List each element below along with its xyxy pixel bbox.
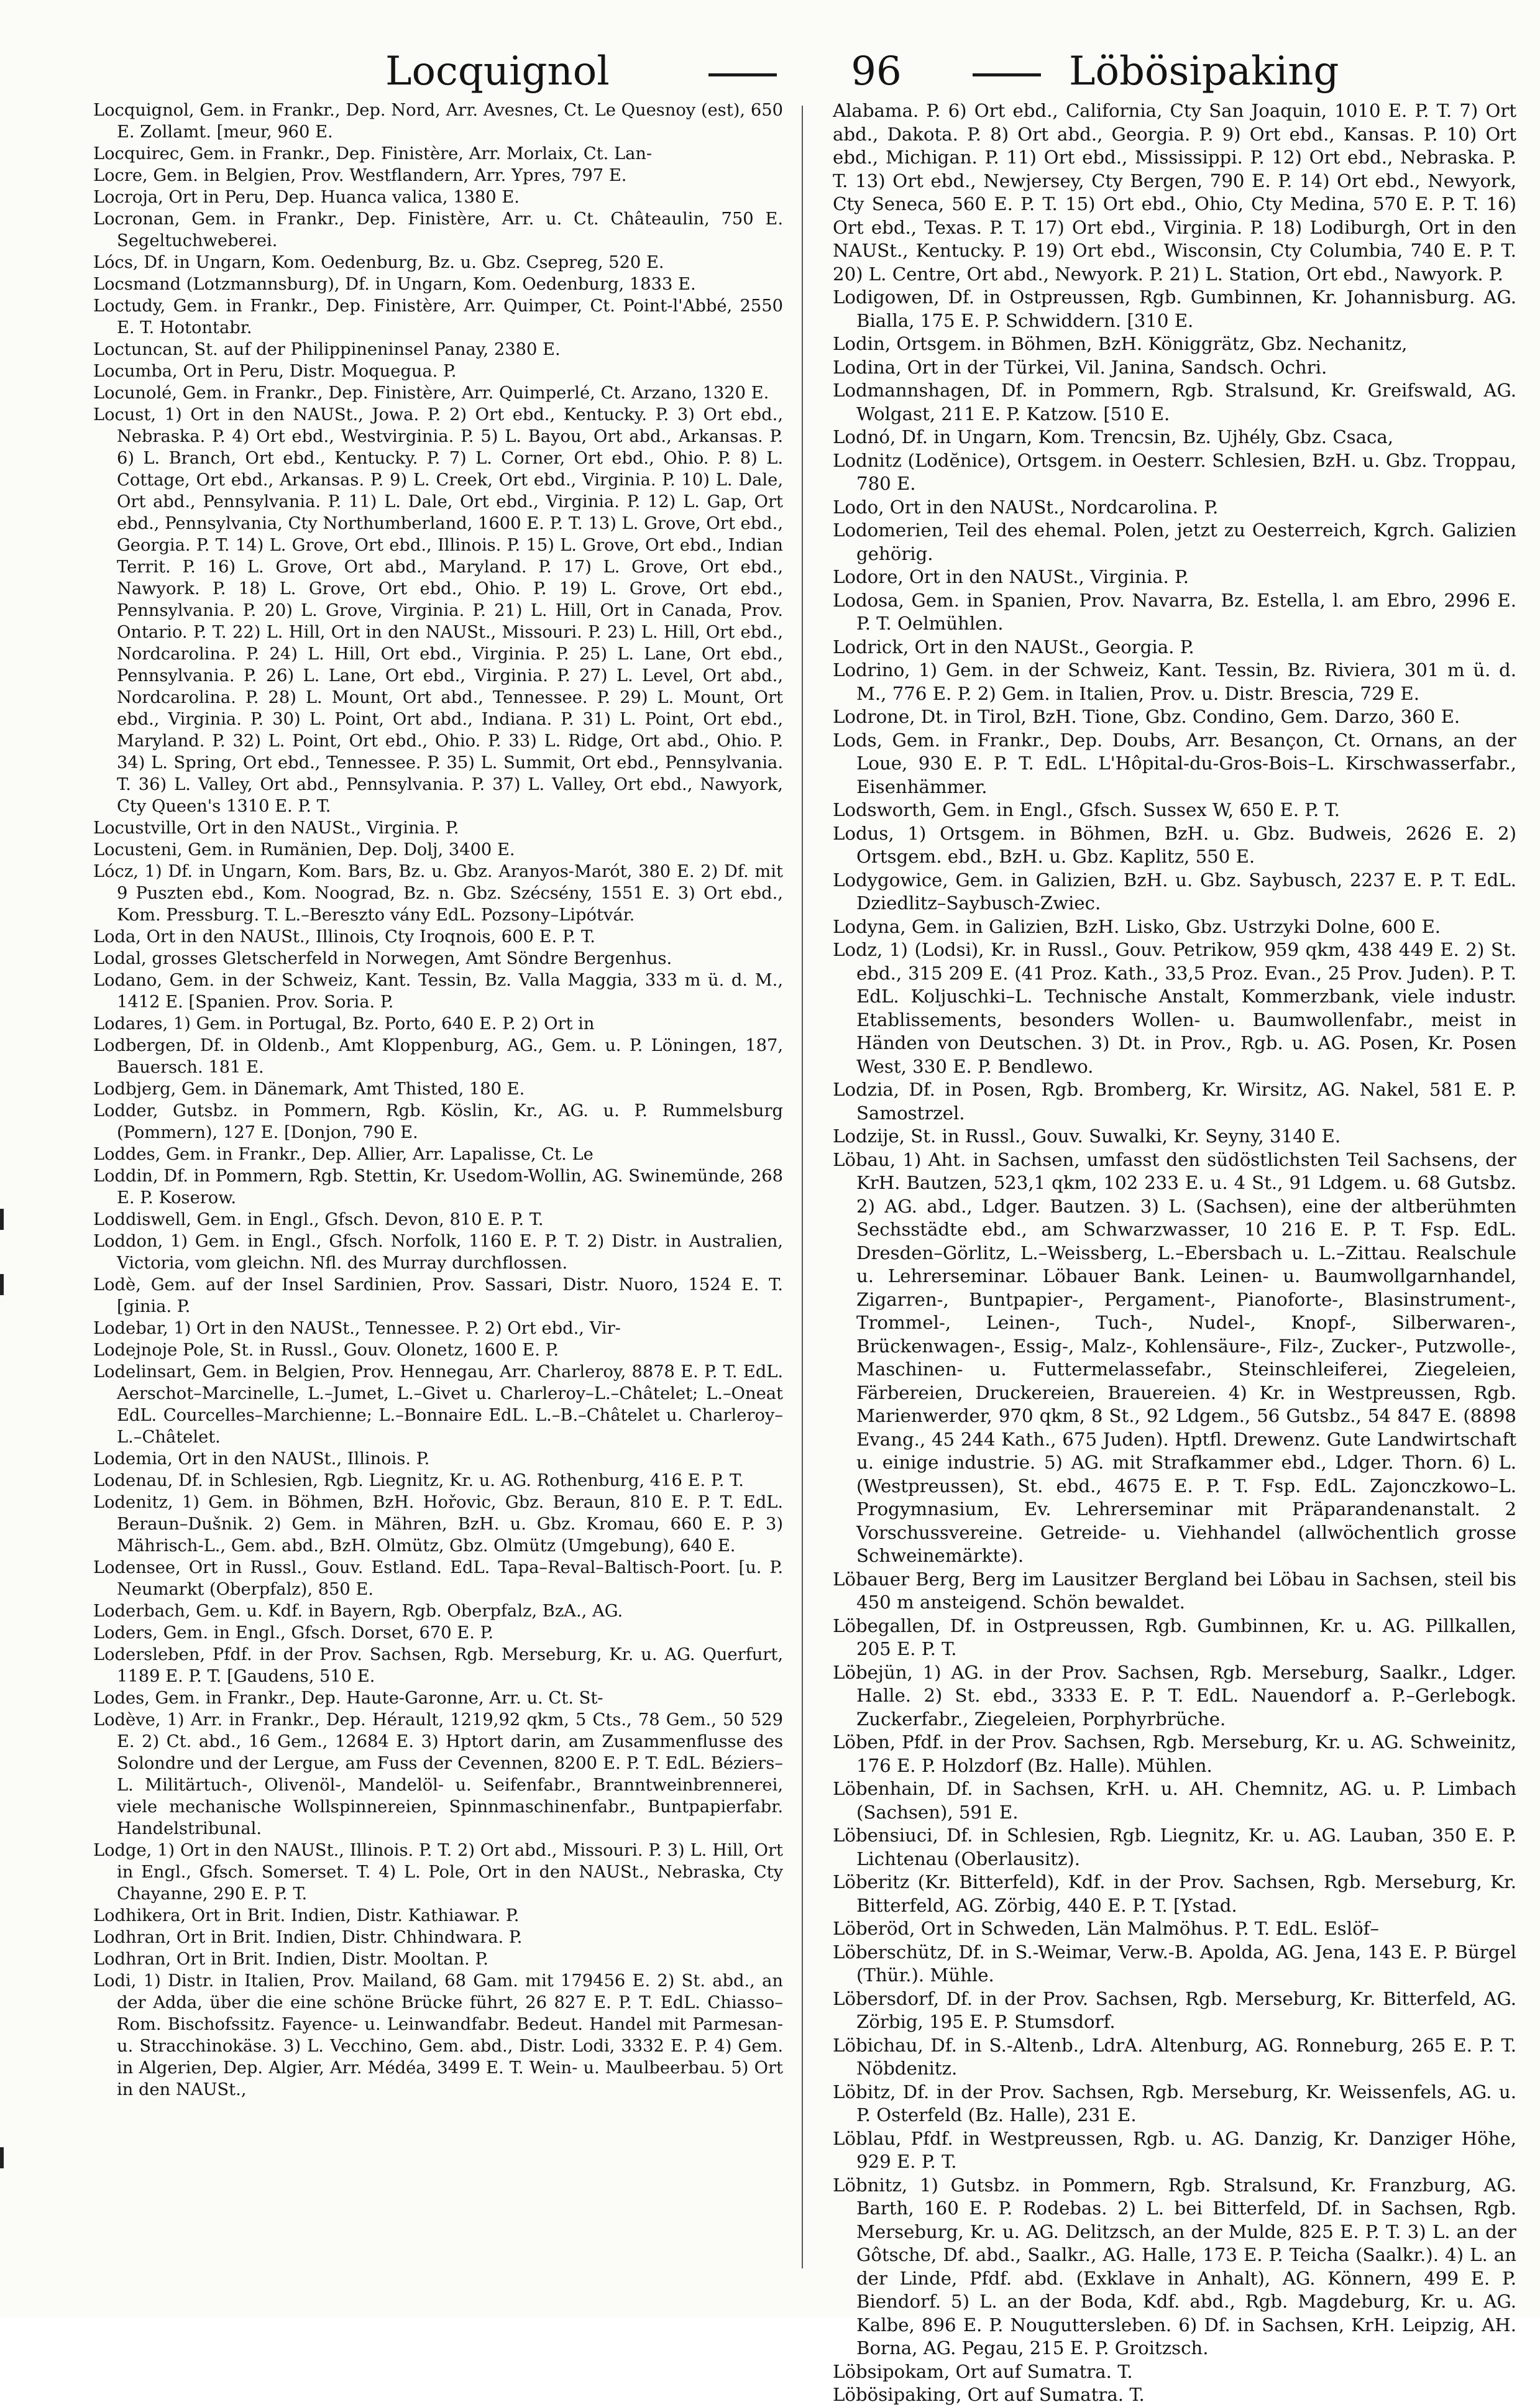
gazetteer-entry: Loctuncan, St. auf der Philippineninsel Panay, 2380 E. (93, 340, 561, 359)
gazetteer-entry: Lodenitz, 1) Gem. in Böhmen, BzH. Hořovic, Gbz. Beraun, 810 E. P. T. EdL. Beraun–Dušnik. 2) Gem. in Mähren, BzH. u. Gbz. Kromau, 660 E. P. 3) Mährisch-L., Gem. abd., BzH. Olmütz, Gbz. Olmütz (Umgebung), 640 E. (93, 1493, 783, 1556)
gazetteer-entry: Löbau, 1) Aht. in Sachsen, umfasst den südöstlichsten Teil Sachsens, der KrH. Bautzen, 523,1 qkm, 102 233 E. u. 4 St., 91 Ldgem. u. 68 Gutsbz. 2) AG. abd., Ldger. Bautzen. 3) L. (Sachsen), eine der altberühmten Sechsstädte ebd., am Schwarzwasser, 10 216 E. P. T. Fsp. EdL. Dresden–Görlitz, L.–Weissberg, L.–Ebersbach u. L.–Zittau. Realschule u. Lehrerseminar. Löbauer Bank. Leinen- u. Baumwollgarnhandel, Zigarren-, Buntpapier-, Pergament-, Pianoforte-, Blasinstrument-, Trommel-, Leinen-, Tuch-, Nudel-, Knopf-, Silberwaren-, Brückenwagen-, Essig-, Malz-, Kohlensäure-, Filz-, Zucker-, Putzwolle-, Maschinen- u. Futtermelassefabr., Steinschleiferei, Ziegeleien, Färbereien, Druckereien, Brauereien. 4) Kr. in Westpreussen, Rgb. Marienwerder, 970 qkm, 8 St., 92 Ldgem., 56 Gutsbz., 54 847 E. (8898 Evang., 45 244 Kath., 675 Juden). Hptfl. Drewenz. Gute Landwirtschaft u. einige industrie. 5) AG. mit Strafkammer ebd., Ldger. Thorn. 6) L. (Westpreussen), St. ebd., 4675 E. P. T. Fsp. EdL. Zajonczkowo–L. Progymnasium, Ev. Lehrerseminar mit Präparandenanstalt. 2 Vorschussvereine. Getreide- u. Viehhandel (allwöchentlich grosse Schweinemärkte). (833, 1148, 1516, 1566)
gazetteer-entry: Lodore, Ort in den NAUSt., Virginia. P. (833, 566, 1189, 587)
gazetteer-entry: Lodrick, Ort in den NAUSt., Georgia. P. (833, 636, 1194, 658)
gazetteer-entry: Löbitz, Df. in der Prov. Sachsen, Rgb. Merseburg, Kr. Weissenfels, AG. u. P. Osterfeld (Bz. Halle), 231 E. (833, 2081, 1516, 2125)
gazetteer-entry: Locumba, Ort in Peru, Distr. Moquegua. P. (93, 362, 457, 381)
right-column (833, 99, 1516, 2405)
gazetteer-entry: Lods, Gem. in Frankr., Dep. Doubs, Arr. Besançon, Ct. Ornans, an der Loue, 930 E. P. T. EdL. L'Hôpital-du-Gros-Bois–L. Kirschwasserfabr., Eisenhämmer. (833, 729, 1516, 797)
gazetteer-entry: Löbenhain, Df. in Sachsen, KrH. u. AH. Chemnitz, AG. u. P. Limbach (Sachsen), 591 E. (833, 1778, 1516, 1823)
header-rule-left (708, 73, 777, 76)
gazetteer-entry: Lodano, Gem. in der Schweiz, Kant. Tessin, Bz. Valla Maggia, 333 m ü. d. M., 1412 E. [Spanien. Prov. Soria. P. (93, 971, 783, 1012)
margin-mark (0, 2147, 4, 2168)
gazetteer-entry: Löben, Pfdf. in der Prov. Sachsen, Rgb. Merseburg, Kr. u. AG. Schweinitz, 176 E. P. Holzdorf (Bz. Halle). Mühlen. (833, 1731, 1516, 1776)
gazetteer-entry: Löbsipokam, Ort auf Sumatra. T. (833, 2360, 1133, 2382)
gazetteer-entry: Lodhran, Ort in Brit. Indien, Distr. Mooltan. P. (93, 1950, 488, 1969)
gazetteer-entry: Lodbjerg, Gem. in Dänemark, Amt Thisted, 180 E. (93, 1080, 525, 1099)
gazetteer-entry: Loda, Ort in den NAUSt., Illinois, Cty Iroqnois, 600 E. P. T. (93, 927, 595, 947)
gazetteer-entry: Löbegallen, Df. in Ostpreussen, Rgb. Gumbinnen, Kr. u. AG. Pillkallen, 205 E. P. T. (833, 1615, 1516, 1659)
gazetteer-entry: Locroja, Ort in Peru, Dep. Huanca valica, 1380 E. (93, 188, 520, 207)
running-head-first-entry: Locquignol (385, 48, 610, 94)
gazetteer-entry: Lodhran, Ort in Brit. Indien, Distr. Chhindwara. P. (93, 1928, 523, 1947)
gazetteer-entry: Loctudy, Gem. in Frankr., Dep. Finistère, Arr. Quimper, Ct. Point-l'Abbé, 2550 E. T. Hotontabr. (93, 296, 783, 337)
gazetteer-entry: Löberschütz, Df. in S.-Weimar, Verw.-B. Apolda, AG. Jena, 143 E. P. Bürgel (Thür.). Mühle. (833, 1941, 1516, 1986)
gazetteer-entry: Locustville, Ort in den NAUSt., Virginia. P. (93, 818, 459, 838)
gazetteer-entry: Locust, 1) Ort in den NAUSt., Jowa. P. 2) Ort ebd., Kentucky. P. 3) Ort ebd., Nebraska. P. 4) Ort ebd., Westvirginia. P. 5) L. Bayou, Ort abd., Arkansas. P. 6) L. Branch, Ort ebd., Kentucky. P. 7) L. Corner, Ort ebd., Ohio. P. 8) L. Cottage, Ort ebd., Arkansas. P. 9) L. Creek, Ort ebd., Virginia. P. 10) L. Dale, Ort abd., Pennsylvania. P. 11) L. Dale, Ort ebd., Virginia. P. 12) L. Gap, Ort ebd., Pennsylvania, Cty Northumberland, 1600 E. P. T. 13) L. Grove, Ort ebd., Georgia. P. T. 14) L. Grove, Ort ebd., Illinois. P. 15) L. Grove, Ort ebd., Indian Territ. P. 16) L. Grove, Ort abd., Maryland. P. 17) L. Grove, Ort ebd., Nawyork. P. 18) L. Grove, Ort ebd., Ohio. P. 19) L. Grove, Ort ebd., Pennsylvania. P. 20) L. Grove, Virginia. P. 21) L. Hill, Ort in Canada, Prov. Ontario. P. T. 22) L. Hill, Ort in den NAUSt., Missouri. P. 23) L. Hill, Ort ebd., Nordcarolina. P. 24) L. Hill, Ort ebd., Virginia. P. 25) L. Lane, Ort ebd., Pennsylvania. P. 26) L. Lane, Ort ebd., Virginia. P. 27) L. Level, Ort abd., Nordcarolina. P. 28) L. Mount, Ort abd., Tennessee. P. 29) L. Mount, Ort ebd., Virginia. P. 30) L. Point, Ort abd., Indiana. P. 31) L. Point, Ort ebd., Maryland. P. 32) L. Point, Ort ebd., Ohio. P. 33) L. Ridge, Ort abd., Ohio. P. 34) L. Spring, Ort ebd., Tennessee. P. 35) L. Summit, Ort ebd., Pennsylvania. T. 36) L. Valley, Ort abd., Pennsylvania. P. 37) L. Valley, Ort ebd., Nawyork, Cty Queen's 1310 E. P. T. (93, 405, 783, 816)
gazetteer-entry: Lodebar, 1) Ort in den NAUSt., Tennessee. P. 2) Ort ebd., Vir- (93, 1319, 621, 1338)
gazetteer-entry: Loddon, 1) Gem. in Engl., Gfsch. Norfolk, 1160 E. P. T. 2) Distr. in Australien, Victoria, vom gleichn. Nfl. des Murray durchflossen. (93, 1232, 783, 1273)
gazetteer-entry: Lodenau, Df. in Schlesien, Rgb. Liegnitz, Kr. u. AG. Rothenburg, 416 E. P. T. (93, 1471, 744, 1490)
gazetteer-entry: Lodz, 1) (Lodsi), Kr. in Russl., Gouv. Petrikow, 959 qkm, 438 449 E. 2) St. ebd., 315 209 E. (41 Proz. Kath., 33,5 Proz. Evan., 25 Prov. Juden). P. T. EdL. Koljuschki–L. Technische Anstalt, Kommerzbank, viele industr. Etablissements, besonders Wollen- u. Baumwollenfabr., meist in Händen von Deutschen. 3) Dt. in Prov., Rgb. u. AG. Posen, Kr. Posen West, 330 E. P. Bendlewo. (833, 939, 1516, 1077)
gazetteer-entry: Loddes, Gem. in Frankr., Dep. Allier, Arr. Lapalisse, Ct. Le (93, 1145, 594, 1164)
gazetteer-entry: Locusteni, Gem. in Rumänien, Dep. Dolj, 3400 E. (93, 840, 515, 860)
gazetteer-entry: Lodge, 1) Ort in den NAUSt., Illinois. P. T. 2) Ort abd., Missouri. P. 3) L. Hill, Ort in Engl., Gfsch. Somerset. T. 4) L. Pole, Ort in den NAUSt., Nebraska, Cty Chayanne, 290 E. P. T. (93, 1841, 783, 1904)
gazetteer-entry: Locquignol, Gem. in Frankr., Dep. Nord, Arr. Avesnes, Ct. Le Quesnoy (est), 650 E. Zollamt. [meur, 960 E. (93, 101, 783, 142)
gazetteer-entry: Lodnitz (Lodĕnice), Ortsgem. in Oesterr. Schlesien, BzH. u. Gbz. Troppau, 780 E. (833, 449, 1516, 494)
gazetteer-entry: Lodzije, St. in Russl., Gouv. Suwalki, Kr. Seyny, 3140 E. (833, 1126, 1341, 1147)
gazetteer-entry: Lodrino, 1) Gem. in der Schweiz, Kant. Tessin, Bz. Riviera, 301 m ü. d. M., 776 E. P. 2) Gem. in Italien, Prov. u. Distr. Brescia, 729 E. (833, 659, 1516, 704)
gazetteer-entry: Locronan, Gem. in Frankr., Dep. Finistère, Arr. u. Ct. Châteaulin, 750 E. Segeltuchweberei. (93, 209, 783, 250)
header-rule-right (973, 73, 1041, 76)
gazetteer-entry: Locsmand (Lotzmannsburg), Df. in Ungarn, Kom. Oedenburg, 1833 E. (93, 275, 696, 294)
left-column (93, 99, 783, 2287)
gazetteer-entry: Lodus, 1) Ortsgem. in Böhmen, BzH. u. Gbz. Budweis, 2626 E. 2) Ortsgem. ebd., BzH. u. Gbz. Kaplitz, 550 E. (833, 822, 1516, 867)
gazetteer-entry: Lodève, 1) Arr. in Frankr., Dep. Hérault, 1219,92 qkm, 5 Cts., 78 Gem., 50 529 E. 2) Ct. abd., 16 Gem., 12684 E. 3) Hptort darin, am Zusammenflusse des Solondre und der Lergue, am Fuss der Cevennen, 8200 E. P. T. EdL. Béziers–L. Militärtuch-, Olivenöl-, Mandelöl- u. Seifenfabr., Branntweinbrennerei, viele mechanische Wollspinnereien, Spinnmaschinenfabr., Buntpapierfabr. Handelstribunal. (93, 1710, 783, 1838)
gazetteer-entry: Löbensiuci, Df. in Schlesien, Rgb. Liegnitz, Kr. u. AG. Lauban, 350 E. P. Lichtenau (Oberlausitz). (833, 1825, 1516, 1869)
gazetteer-entry: Lodè, Gem. auf der Insel Sardinien, Prov. Sassari, Distr. Nuoro, 1524 E. T. [ginia. P. (93, 1275, 783, 1316)
gazetteer-entry: Lodhikera, Ort in Brit. Indien, Distr. Kathiawar. P. (93, 1906, 520, 1925)
gazetteer-entry: Lodes, Gem. in Frankr., Dep. Haute-Garonne, Arr. u. Ct. St- (93, 1689, 603, 1708)
gazetteer-entry: Lodyna, Gem. in Galizien, BzH. Lisko, Gbz. Ustrzyki Dolne, 600 E. (833, 915, 1441, 937)
gazetteer-entry: Lócz, 1) Df. in Ungarn, Kom. Bars, Bz. u. Gbz. Aranyos-Marót, 380 E. 2) Df. mit 9 Puszten ebd., Kom. Noograd, Bz. n. Gbz. Szécsény, 1551 E. 3) Ort ebd., Kom. Pressburg. T. L.–Bereszto vány EdL. Pozsony–Lipótvár. (93, 862, 783, 925)
gazetteer-entry: Lodin, Ortsgem. in Böhmen, BzH. Königgrätz, Gbz. Nechanitz, (833, 333, 1408, 354)
gazetteer-entry: Lodsworth, Gem. in Engl., Gfsch. Sussex W, 650 E. P. T. (833, 799, 1340, 820)
gazetteer-entry: Löbauer Berg, Berg im Lausitzer Bergland bei Löbau in Sachsen, steil bis 450 m ansteigend. Schön bewaldet. (833, 1568, 1516, 1613)
gazetteer-entry: Lodygowice, Gem. in Galizien, BzH. u. Gbz. Saybusch, 2237 E. P. T. EdL. Dziedlitz–Saybusch-Zwiec. (833, 869, 1516, 914)
gazetteer-entry: Lodares, 1) Gem. in Portugal, Bz. Porto, 640 E. P. 2) Ort in (93, 1014, 595, 1034)
gazetteer-entry: Loddin, Df. in Pommern, Rgb. Stettin, Kr. Usedom-Wollin, AG. Swinemünde, 268 E. P. Koserow. (93, 1167, 783, 1208)
gazetteer-entry: Lodrone, Dt. in Tirol, BzH. Tione, Gbz. Condino, Gem. Darzo, 360 E. (833, 706, 1460, 727)
gazetteer-entry: Löbnitz, 1) Gutsbz. in Pommern, Rgb. Stralsund, Kr. Franzburg, AG. Barth, 160 E. P. Rodebas. 2) L. bei Bitterfeld, Df. in Sachsen, Rgb. Merseburg, Kr. u. AG. Delitzsch, an der Mulde, 825 E. P. T. 3) L. an der Gôtsche, Df. abd., Saalkr., AG. Halle, 173 E. P. Teicha (Saalkr.). 4) L. an der Linde, Pfdf. abd. (Exklave in Anhalt), AG. Könnern, 499 E. P. Biendorf. 5) L. an der Boda, Kdf. abd., Rgb. Magdeburg, Kr. u. AG. Kalbe, 896 E. P. Nouguttersleben. 6) Df. in Sachsen, KrH. Leipzig, AH. Borna, AG. Pegau, 215 E. P. Groitzsch. (833, 2174, 1516, 2359)
gazetteer-entry: Lodder, Gutsbz. in Pommern, Rgb. Köslin, Kr., AG. u. P. Rummelsburg (Pommern), 127 E. [Donjon, 790 E. (93, 1101, 783, 1142)
gazetteer-entry: Löberöd, Ort in Schweden, Län Malmöhus. P. T. EdL. Eslöf– (833, 1918, 1380, 1939)
gazetteer-entry: Löbösipaking, Ort auf Sumatra. T. (833, 2384, 1145, 2405)
gazetteer-entry: Lodersleben, Pfdf. in der Prov. Sachsen, Rgb. Merseburg, Kr. u. AG. Querfurt, 1189 E. P. T. [Gaudens, 510 E. (93, 1645, 783, 1686)
gazetteer-entry: Lócs, Df. in Ungarn, Kom. Oedenburg, Bz. u. Gbz. Csepreg, 520 E. (93, 253, 664, 272)
margin-mark (0, 1209, 4, 1230)
gazetteer-entry: Lodejnoje Pole, St. in Russl., Gouv. Olonetz, 1600 E. P. (93, 1341, 559, 1360)
gazetteer-entry-continued: Alabama. P. 6) Ort ebd., California, Cty San Joaquin, 1010 E. P. T. 7) Ort abd., Dakota. P. 8) Ort abd., Georgia. P. 9) Ort ebd., Kansas. P. 10) Ort ebd., Michigan. P. 11) Ort ebd., Mississippi. P. 12) Ort ebd., Nebraska. P. T. 13) Ort ebd., Newjersey, Cty Bergen, 790 E. P. 14) Ort ebd., Newyork, Cty Seneca, 560 E. P. T. 15) Ort ebd., Ohio, Cty Medina, 570 E. P. T. 16) Ort ebd., Texas. P. T. 17) Ort ebd., Virginia. P. 18) Lodiburgh, Ort in den NAUSt., Kentucky. P. 19) Ort ebd., Wisconsin, Cty Columbia, 740 E. P. T. 20) L. Centre, Ort abd., Newyork. P. 21) L. Station, Ort ebd., Nawyork. P. (833, 100, 1516, 285)
gazetteer-entry: Lodi, 1) Distr. in Italien, Prov. Mailand, 68 Gam. mit 179456 E. 2) St. abd., an der Adda, über die eine schöne Brücke führt, 26 827 E. P. T. EdL. Chiasso–Rom. Bischofssitz. Fayence- u. Leinwandfabr. Bedeut. Handel mit Parmesan- u. Stracchinokäse. 3) L. Vecchino, Gem. abd., Distr. Lodi, 3332 E. P. 4) Gem. in Algerien, Dep. Algier, Arr. Médéa, 3499 E. T. Wein- u. Maulbeerbau. 5) Ort in den NAUSt., (93, 1971, 783, 2099)
margin-mark (0, 1274, 4, 1295)
running-head-last-entry: Löbösipaking (1069, 48, 1339, 94)
gazetteer-entry: Lodzia, Df. in Posen, Rgb. Bromberg, Kr. Wirsitz, AG. Nakel, 581 E. P. Samostrzel. (833, 1079, 1516, 1124)
gazetteer-entry: Lodomerien, Teil des ehemal. Polen, jetzt zu Oesterreich, Kgrch. Galizien gehörig. (833, 520, 1516, 564)
gazetteer-entry: Lodo, Ort in den NAUSt., Nordcarolina. P. (833, 496, 1219, 518)
gazetteer-entry: Löberitz (Kr. Bitterfeld), Kdf. in der Prov. Sachsen, Rgb. Merseburg, Kr. Bitterfeld, AG. Zörbig, 440 E. P. T. [Ystad. (833, 1871, 1516, 1916)
gazetteer-entry: Lodemia, Ort in den NAUSt., Illinois. P. (93, 1449, 430, 1469)
gazetteer-entry: Lodmannshagen, Df. in Pommern, Rgb. Stralsund, Kr. Greifswald, AG. Wolgast, 211 E. P. Katzow. [510 E. (833, 380, 1516, 424)
gazetteer-entry: Locre, Gem. in Belgien, Prov. Westflandern, Arr. Ypres, 797 E. (93, 166, 627, 185)
gazetteer-entry: Lodensee, Ort in Russl., Gouv. Estland. EdL. Tapa–Reval–Baltisch-Poort. [u. P. Neumarkt (Oberpfalz), 850 E. (93, 1558, 783, 1599)
gazetteer-entry: Locquirec, Gem. in Frankr., Dep. Finistère, Arr. Morlaix, Ct. Lan- (93, 144, 653, 163)
gazetteer-entry: Löbejün, 1) AG. in der Prov. Sachsen, Rgb. Merseburg, Saalkr., Ldger. Halle. 2) St. ebd., 3333 E. P. T. EdL. Nauendorf a. P.–Gerlebogk. Zuckerfabr., Ziegeleien, Porphyrbrüche. (833, 1661, 1516, 1730)
column-gutter (802, 106, 803, 2268)
gazetteer-entry: Lodosa, Gem. in Spanien, Prov. Navarra, Bz. Estella, l. am Ebro, 2996 E. P. T. Oelmühlen. (833, 589, 1516, 634)
gazetteer-entry: Locunolé, Gem. in Frankr., Dep. Finistère, Arr. Quimperlé, Ct. Arzano, 1320 E. (93, 383, 769, 403)
gazetteer-entry: Loderbach, Gem. u. Kdf. in Bayern, Rgb. Oberpfalz, BzA., AG. (93, 1602, 623, 1621)
gazetteer-entry: Loders, Gem. in Engl., Gfsch. Dorset, 670 E. P. (93, 1623, 494, 1643)
gazetteer-entry: Lodelinsart, Gem. in Belgien, Prov. Hennegau, Arr. Charleroy, 8878 E. P. T. EdL. Aerschot–Marcinelle, L.–Jumet, L.–Givet u. Charleroy–L.–Châtelet; L.–Oneat EdL. Courcelles–Marchienne; L.–Bonnaire EdL. L.–B.–Châtelet u. Charleroy–L.–Châtelet. (93, 1362, 783, 1447)
gazetteer-entry: Lodbergen, Df. in Oldenb., Amt Kloppenburg, AG., Gem. u. P. Löningen, 187, Bauersch. 181 E. (93, 1036, 783, 1077)
gazetteer-entry: Lodigowen, Df. in Ostpreussen, Rgb. Gumbinnen, Kr. Johannisburg. AG. Bialla, 175 E. P. Schwiddern. [310 E. (833, 287, 1516, 331)
gazetteer-entry: Löbersdorf, Df. in der Prov. Sachsen, Rgb. Merseburg, Kr. Bitterfeld, AG. Zörbig, 195 E. P. Stumsdorf. (833, 1987, 1516, 2032)
page-number: 96 (851, 48, 902, 94)
gazetteer-entry: Loddiswell, Gem. in Engl., Gfsch. Devon, 810 E. P. T. (93, 1210, 544, 1229)
gazetteer-entry: Löbichau, Df. in S.-Altenb., LdrA. Altenburg, AG. Ronneburg, 265 E. P. T. Nöbdenitz. (833, 2034, 1516, 2079)
gazetteer-entry: Lodal, grosses Gletscherfeld in Norwegen, Amt Söndre Bergenhus. (93, 949, 672, 968)
gazetteer-entry: Lodina, Ort in der Türkei, Vil. Janina, Sandsch. Ochri. (833, 356, 1327, 378)
gazetteer-entry: Lodnó, Df. in Ungarn, Kom. Trencsin, Bz. Ujhély, Gbz. Csaca, (833, 426, 1394, 447)
gazetteer-entry: Löblau, Pfdf. in Westpreussen, Rgb. u. AG. Danzig, Kr. Danziger Höhe, 929 E. P. T. (833, 2127, 1516, 2172)
